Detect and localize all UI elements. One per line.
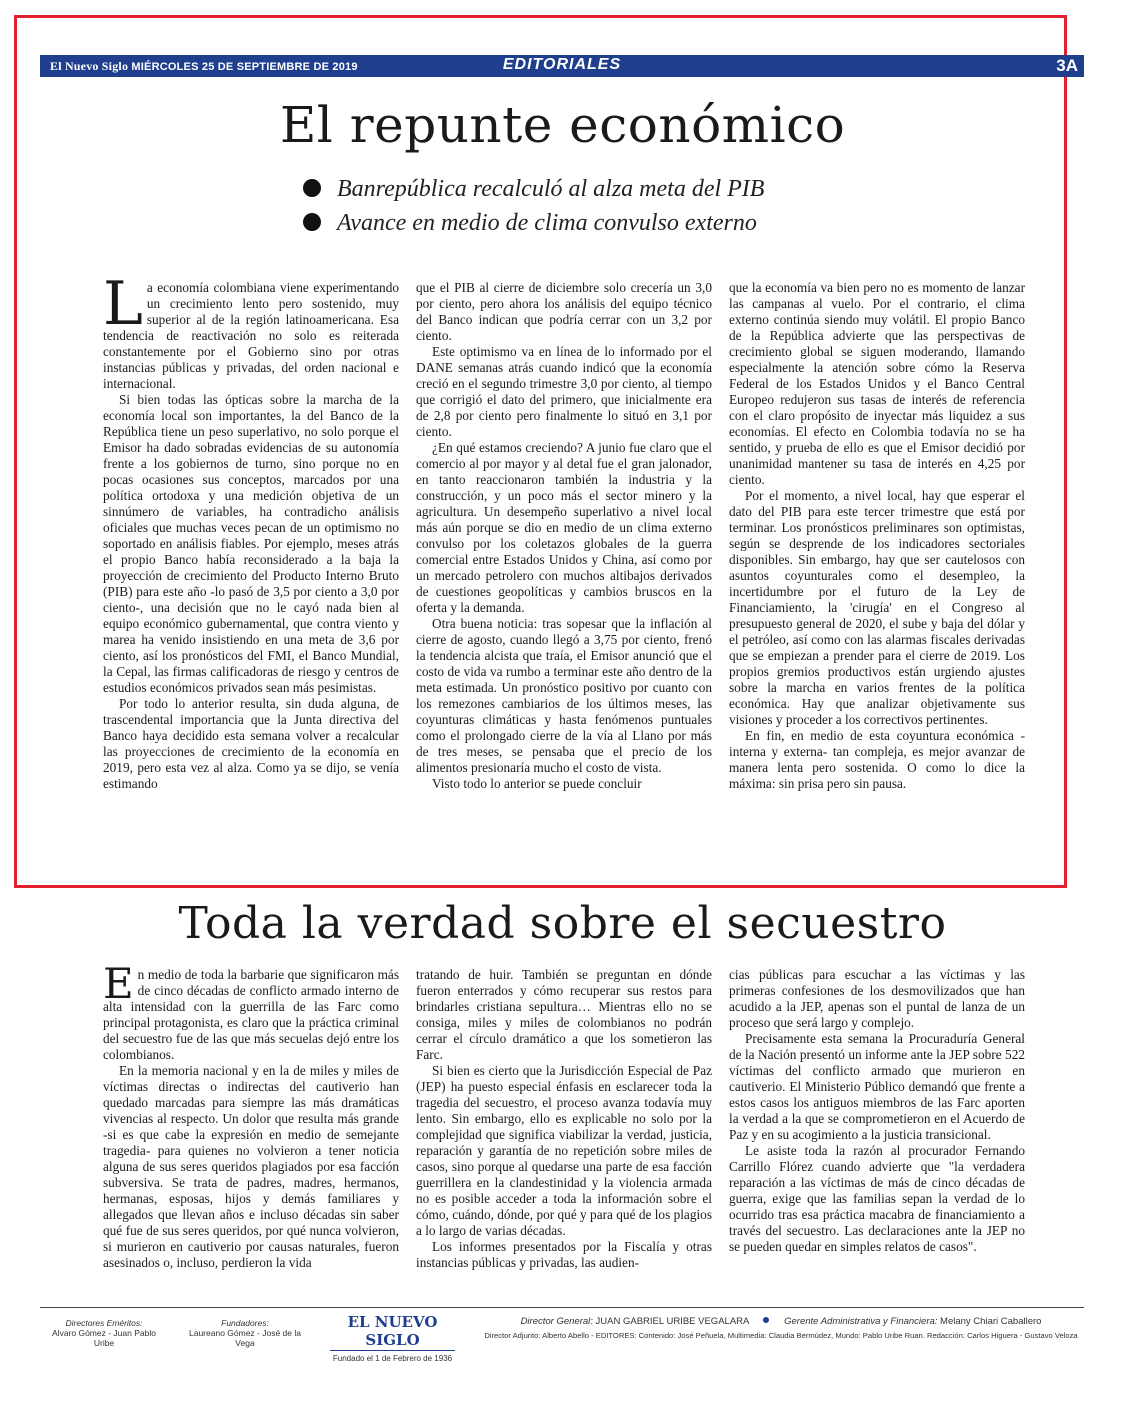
bullet-icon [303, 213, 321, 231]
article1-column-2 [416, 280, 712, 880]
paragraph: Los informes presentados por la Fiscalía y otras instancias públicas y privadas, las audien- [416, 1239, 712, 1270]
paragraph: cias públicas para escuchar a las víctimas y las primeras confesiones de los desmovilizados que han acudido a la JEP, apenas son el puntal de lanza de un proceso que será largo y complejo. [729, 967, 1025, 1030]
header-brand: El Nuevo Siglo [50, 59, 129, 73]
paragraph: Si bien todas las ópticas sobre la marcha de la economía local son importantes, la del Banco de la República tiene un peso superlativo, no solo porque el Emisor ha dado sobradas evidencias de su autonomía frente a los gobiernos de turno, sino porque no en pocas ocasiones sus conceptos, marcados por una política ortodoxa y una medición objetiva de un sinnúmero de variables, ha contradicho análisis oficiales que muchas veces pecan de un optimismo no soportado en análisis fiables. Por ejemplo, meses atrás el propio Banco había reconsiderado a la baja la proyección de crecimiento del Producto Interno Bruto (PIB) para este año -lo pasó de 3,5 por ciento a 3,0 por ciento-, una decisión que no le cayó nada bien al equipo económico gubernamental, que contra viento y marea ha venido insistiendo en una meta de 3,6 por ciento, así los pronósticos del FMI, el Banco Mundial, la Cepal, las firmas calificadoras de riesgo y centros de estudios económicos privados sean más pesimistas. [103, 392, 399, 695]
article2-column-1 [103, 967, 399, 1297]
article1-column-3 [729, 280, 1025, 880]
header-date: MIÉRCOLES 25 DE SEPTIEMBRE DE 2019 [131, 61, 358, 73]
section-title: EDITORIALES [502, 56, 622, 73]
footer-directores: Directores Eméritos: Alvaro Gómez - Juan Pablo Uribe [52, 1318, 156, 1348]
page-header-bar [40, 55, 1084, 77]
article2-column-3 [729, 967, 1025, 1297]
article1-subheads [303, 172, 903, 240]
paragraph: Por el momento, a nivel local, hay que esperar el dato del PIB para este tercer trimestre que está por terminar. Los pronósticos preliminares son optimistas, según se desprende de los indicadores sectoriales disponibles. Sin embargo, hay que ser cautelosos con asuntos coyunturales como el desempleo, la incertidumbre por el futuro de la Ley de Financiamiento, la 'cirugía' en el Congreso al presupuesto general de 2020, el sube y baja del dólar y el petróleo, así como con las alarmas fiscales derivadas que se empiezan a prender para el cierre de 2019. Los propios gremios productivos están urgiendo ajustes sobre la marcha en varios frentes de la política económica. Hay que analizar objetivamente sus visiones y proceder a los correctivos pertinentes. [729, 488, 1025, 727]
paragraph: Precisamente esta semana la Procuraduría General de la Nación presentó un informe ante la JEP sobre 522 víctimas del conflicto armado que murieron en cautiverio. El Ministerio Público demandó que frente a estos casos los antiguos miembros de las Farc aporten la verdad a la que se comprometieron en el Acuerdo de Paz y en su acogimiento a la justicia transicional. [729, 1031, 1025, 1142]
subhead-2: Avance en medio de clima convulso externo [303, 206, 903, 240]
paragraph: Por todo lo anterior resulta, sin duda alguna, de trascendental importancia que la Junta directiva del Banco haya decidido esta semana volver a recalcular las proyecciones de crecimiento de la economía en 2019, pero esta vez al alza. Como ya se dijo, se venía estimando [103, 696, 399, 791]
paragraph: que la economía va bien pero no es momento de lanzar las campanas al vuelo. Por el contrario, el clima externo continúa siendo muy volátil. El propio Banco de la República advierte que las perspectivas de crecimiento global se siguen moderando, llamando especialmente la atención sobre cómo la Reserva Federal de los Estados Unidos y el Banco Central Europeo redujeron sus tasas de interés de referencia con el claro propósito de inyectar más liquidez a sus economías. El efecto en Colombia todavía no se ha sentido, y prueba de ello es que el Emisor decidió por unanimidad mantener su tasa de interés en 4,25 por ciento. [729, 280, 1025, 487]
article1-title: El repunte económico [279, 96, 846, 154]
masthead-logo: EL NUEVO SIGLO [330, 1313, 455, 1351]
founded-date: Fundado el 1 de Febrero de 1936 [332, 1354, 453, 1363]
paragraph: Otra buena noticia: tras sopesar que la inflación al cierre de agosto, cuando llegó a 3,75 por ciento, frenó la tendencia alcista que traía, el Emisor anunció que el costo de vida va rumbo a terminar este año dentro de la meta estimada. Un pronóstico positivo por cuanto con los remezones cambiarios de los últimos meses, las coyunturas climáticas y hasta fenómenos puntuales como el prolongado cierre de la vía al Llano por más de tres meses, se pensaba que el precio de los alimentos presionaría mucho el costo de vista. [416, 616, 712, 775]
drop-cap: E [103, 967, 134, 1008]
paragraph: En la memoria nacional y en la de miles y miles de víctimas directas o indirectas del cautiverio han quedado marcadas para siempre las más dramáticas vivencias al respecto. Un dolor que resulta más grande -si es que cabe la expresión en medio de semejante tragedia- para quienes no volvieron a tener noticia alguna de sus seres queridos plagiados por esa facción subversiva. Se trata de padres, madres, hermanos, hermanas, esposas, hijos y demás familiares y allegados que llevan años e incluso décadas sin saber qué fue de sus seres queridos, por qué nunca volvieron, si murieron en cautiverio por causas naturales, fueron asesinados o, incluso, perdieron la vida [103, 1063, 399, 1270]
drop-cap: L [103, 280, 143, 339]
article2-body [103, 967, 1025, 1297]
footer-staff: Director General: JUAN GABRIEL URIBE VEGALARA Gerente Administrativa y Financiera: Melany Chiari Caballero Director Adjunto: Alberto Abello - EDITORES: Contenido: José Peñuela, Multimedia: Claudia Bermúdez, Mundo: Pablo Uribe Ruan. Redacción: Carlos Higuera - Gustavo Veloza [478, 1316, 1084, 1340]
paragraph: En medio de toda la barbarie que significaron más de cinco décadas de conflicto armado interno de alta intensidad con la guerrilla de las Farc como principal protagonista, es claro que la práctica criminal del secuestro fue de las que más secuelas dejó entre los colombianos. [103, 967, 399, 1062]
paragraph: Este optimismo va en línea de lo informado por el DANE semanas atrás cuando indicó que la economía creció en el segundo trimestre 3,0 por ciento, al tiempo que corrigió el dato del primero, que inicialmente era de 2,8 por ciento pero finalmente lo situó en 3,1 por ciento. [416, 344, 712, 439]
footer-masthead [330, 1313, 455, 1363]
paragraph: En fin, en medio de esta coyuntura económica -interna y externa- tan compleja, es mejor avanzar de manera lenta pero sostenida. O como lo dice la máxima: sin prisa pero sin pausa. [729, 728, 1025, 791]
footer-fundadores: Fundadores: Laureano Gómez - José de la Vega [189, 1318, 301, 1348]
paragraph: La economía colombiana viene experimentando un crecimiento lento pero sostenido, muy superior al de la región latinoamericana. Esa tendencia de reactivación no solo es reiterada constantemente por el Gobierno sino por otras instancias públicas y privadas, del orden nacional e internacional. [103, 280, 399, 391]
paragraph: Visto todo lo anterior se puede concluir [432, 776, 642, 791]
subhead-1: Banrepública recalculó al alza meta del PIB [303, 172, 903, 206]
paragraph: Si bien es cierto que la Jurisdicción Especial de Paz (JEP) ha puesto especial énfasis en esclarecer toda la tragedia del secuestro, el proceso avanza todavía muy lento. Sin embargo, ello es explicable no solo por la complejidad que significa viabilizar la verdad, justicia, reparación y garantía de no repetición sobre miles de casos, sino porque al quedarse una parte de esa facción guerrillera en la clandestinidad y la violencia armada no es posible acceder a toda la información sobre el cómo, cuándo, dónde, por qué y para qué de los plagios a lo largo de varias décadas. [416, 1063, 712, 1238]
bullet-icon [303, 179, 321, 197]
footer-divider [40, 1307, 1084, 1308]
paragraph: tratando de huir. También se preguntan en dónde fueron enterrados y cómo recuperar sus restos para brindarles cristiana sepultura… Mientras ello no se consiga, miles y miles de colombianos no podrán cerrar el círculo dramático a que los sometieron las Farc. [416, 967, 712, 1062]
paragraph: ¿En qué estamos creciendo? A junio fue claro que el comercio al por mayor y al detal fue el gran jalonador, en tanto reaccionaron también la industria y la construcción, y un poco más el sector minero y la agricultura. Un desempeño superlativo a nivel local más aún porque se dio en medio de un clima externo convulso por los coletazos globales de la guerra comercial entre Estados Unidos y China, así como por un mercado petrolero con muchos altibajos derivados de cuestiones geopolíticas y cambios bruscos en la oferta y la demanda. [416, 440, 712, 615]
paragraph: Le asiste toda la razón al procurador Fernando Carrillo Flórez cuando advierte que "la verdadera reparación a las víctimas de más de cinco décadas de guerra, exige que las familias sepan la verdad de lo ocurrido tras esa práctica macabra de financiamiento a través del secuestro. Las declaraciones ante la JEP no se pueden quedar en simples relatos de casos". [729, 1143, 1025, 1254]
bullet-icon [763, 1317, 769, 1323]
article1-column-1 [103, 280, 399, 880]
article2-title: Toda la verdad sobre el secuestro [178, 898, 947, 949]
article2-column-2 [416, 967, 712, 1297]
page-number: 3A [1056, 56, 1078, 75]
staff-line: Director Adjunto: Alberto Abello - EDITORES: Contenido: José Peñuela, Multimedia: Claudia Bermúdez, Mundo: Pablo Uribe Ruan. Redacción: Carlos Higuera - Gustavo Veloza [484, 1331, 1078, 1340]
paragraph: que el PIB al cierre de diciembre solo crecería un 3,0 por ciento, pero ahora los análisis del equipo técnico del Banco indican que podría cerrar con un 3,2 por ciento. [416, 280, 712, 343]
article1-body [103, 280, 1025, 880]
